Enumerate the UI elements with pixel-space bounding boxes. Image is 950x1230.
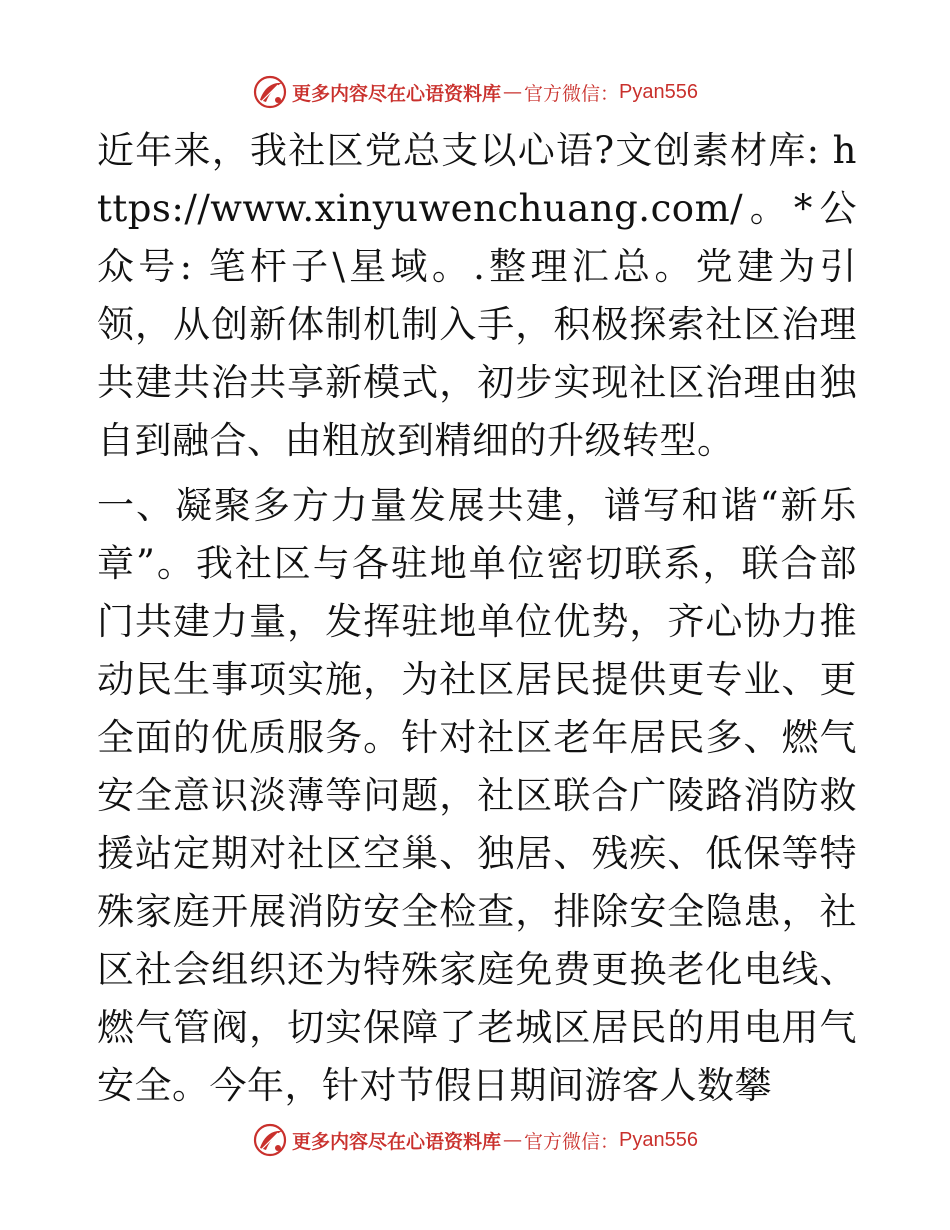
header-watermark-banner xyxy=(0,72,950,112)
document-body xyxy=(97,122,857,1115)
pen-logo-icon xyxy=(252,74,288,110)
banner-wechat-label: 官方微信： xyxy=(524,82,620,105)
banner-slogan: 更多内容尽在心语资料库 xyxy=(292,1130,502,1153)
paragraph-intro: 近年来，我社区党总支以心语?文创素材库: https://www.xinyuwenchuang.com/。*公众号: 笔杆子\星域。.整理汇总。党建为引领，从创新体制机制入手，积极探索社区治理共建共治共享新模式，初步实现社区治理由独自到融合、由粗放到精细的升级转型。 xyxy=(97,129,857,462)
pen-logo-icon xyxy=(252,1122,288,1158)
banner-dash: — xyxy=(503,81,523,103)
paragraph-section-one: 一、凝聚多方力量发展共建，谱写和谐“新乐章”。我社区与各驻地单位密切联系，联合部门共建力量，发挥驻地单位优势，齐心协力推动民生事项实施，为社区居民提供更专业、更全面的优质服务。针对社区老年居民多、燃气安全意识淡薄等问题，社区联合广陵路消防救援站定期对社区空巢、独居、残疾、低保等特殊家庭开展消防安全检查，排除安全隐患，社区社会组织还为特殊家庭免费更换老化电线、燃气管阀，切实保障了老城区居民的用电用气安全。今年，针对节假日期间游客人数攀 xyxy=(97,484,857,1107)
banner-dash: — xyxy=(503,1129,523,1151)
banner-slogan: 更多内容尽在心语资料库 xyxy=(292,82,502,105)
footer-watermark-banner xyxy=(0,1120,950,1160)
banner-wechat-id: Pyan556 xyxy=(619,80,698,103)
banner-wechat-id: Pyan556 xyxy=(619,1128,698,1151)
banner-wechat-label: 官方微信： xyxy=(524,1130,620,1153)
